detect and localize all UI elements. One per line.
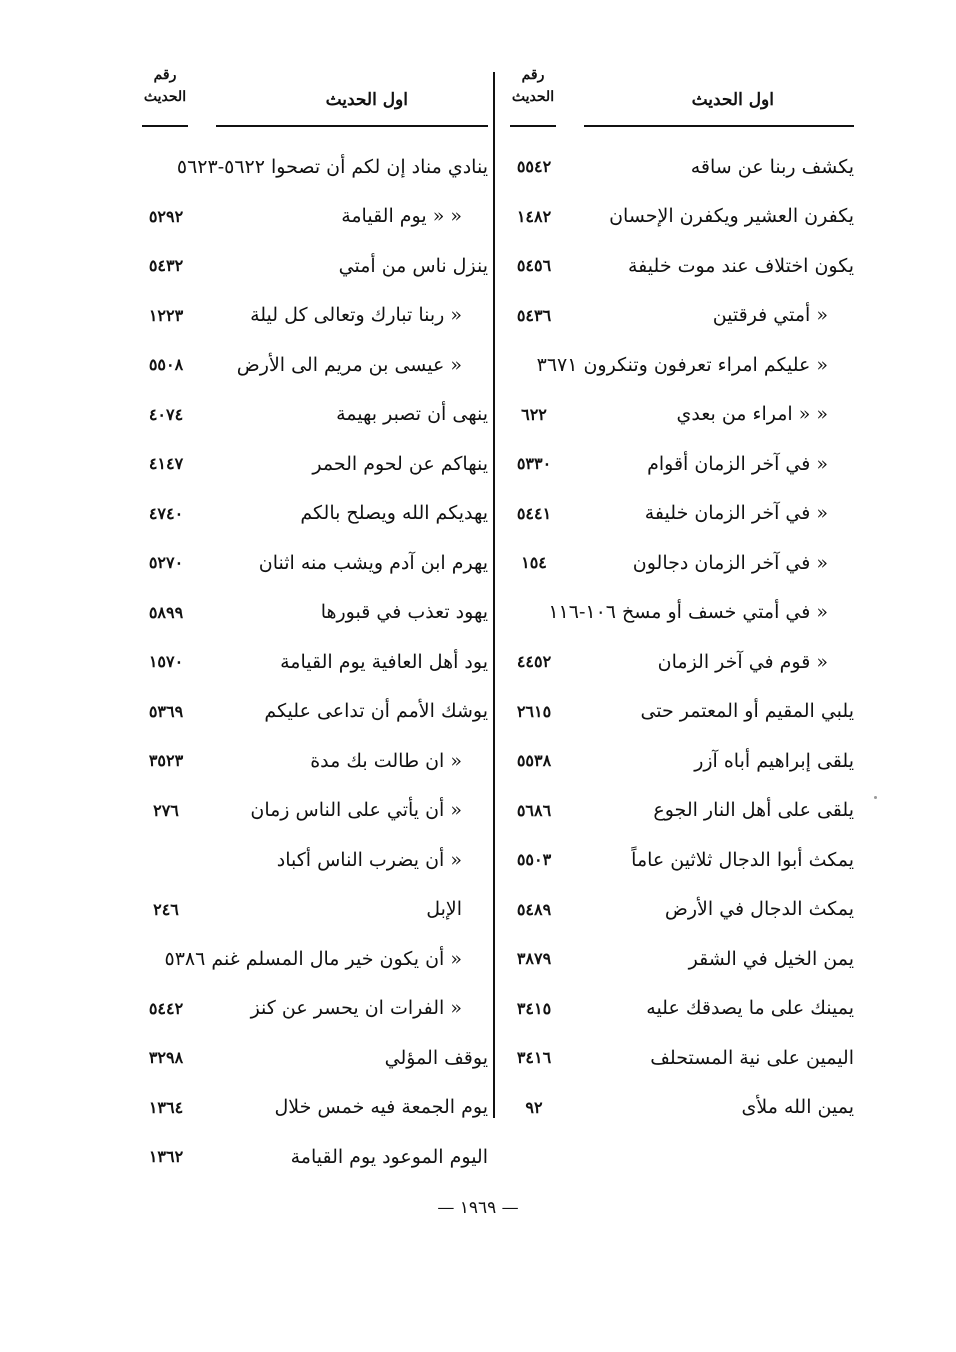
entry-text: يلبي المقيم أو المعتمر حتى — [640, 700, 854, 723]
entry-text: يوقف المؤلي — [384, 1046, 488, 1069]
entry-text: يوشك الأمم أن تداعى عليكم — [264, 700, 488, 723]
index-entry — [136, 340, 488, 390]
entry-text: « قوم في آخر الزمان — [657, 650, 828, 673]
entry-number: ٥٢٩٢ — [148, 206, 184, 226]
entry-number: ٥٣٦٩ — [148, 701, 184, 721]
entry-text: يوم الجمعة فيه خمس خلال — [274, 1096, 488, 1119]
index-entry — [504, 1033, 854, 1083]
index-entry — [136, 489, 488, 539]
entry-text: يمين الله ملأى — [741, 1096, 854, 1119]
entry-text: يهود تعذب في قبورها — [320, 601, 488, 624]
index-entry — [504, 637, 854, 687]
index-entry — [136, 291, 488, 341]
entry-text: يمكث أبوا الدجال ثلاثين عاماً — [631, 848, 854, 871]
index-entry — [136, 1132, 488, 1182]
entry-number: ٣٥٢٣ — [148, 751, 184, 771]
entry-text: يمينك على ما يصدقك عليه — [646, 997, 854, 1020]
index-entry — [504, 291, 854, 341]
entry-text: يكفرن العشير ويكفرن الإحسان — [609, 205, 854, 228]
hadith-beginning-header: اول الحديث — [691, 90, 774, 110]
entry-number: ١٥٧٠ — [148, 652, 184, 672]
right-column — [504, 62, 854, 1132]
entry-number: ٥٤٥٦ — [516, 256, 552, 276]
entry-text: « عليكم امراء تعرفون وتنكرون ٣٦٧١ — [536, 353, 828, 376]
index-entry — [504, 588, 854, 638]
entry-text: يكشف ربنا عن ساقه — [690, 155, 854, 178]
index-entry — [504, 142, 854, 192]
left-column — [136, 62, 488, 1182]
entry-number: ٥٢٧٠ — [148, 553, 184, 573]
entry-number: ٥٥٣٨ — [516, 751, 552, 771]
index-entry — [136, 538, 488, 588]
index-entry — [504, 984, 854, 1034]
entry-text: « « امراء من بعدي — [676, 403, 828, 426]
index-entry — [136, 885, 488, 935]
entry-number: ٣٢٩٨ — [148, 1048, 184, 1068]
entry-text: « أن يكون خير مال المسلم غنم ٥٣٨٦ — [164, 947, 462, 970]
index-entry — [136, 736, 488, 786]
entry-number: ٥٤٨٩ — [516, 899, 552, 919]
index-entry — [504, 192, 854, 242]
scan-speck — [874, 796, 877, 799]
entry-number: ٥٥٠٨ — [148, 355, 184, 375]
entry-text: « أن يأتي على الناس زمان — [250, 799, 462, 822]
left-entries — [136, 142, 488, 1182]
entry-number: ١٢٢٣ — [148, 305, 184, 325]
index-entry — [136, 390, 488, 440]
entry-number: ٢٤٦ — [153, 899, 179, 919]
entry-text: « « يوم القيامة — [341, 205, 462, 228]
entry-number: ١٥٤ — [521, 553, 547, 573]
hadith-beginning-header: اول الحديث — [325, 90, 408, 110]
index-entry — [136, 588, 488, 638]
entry-text: « أمتي فرقتين — [712, 304, 828, 327]
entry-text: « عيسى بن مريم الى الأرض — [236, 353, 462, 376]
entry-text: يود أهل العافية يوم القيامة — [280, 650, 488, 673]
entry-number: ٣٤١٦ — [516, 1048, 552, 1068]
entry-text: ينهاكم عن لحوم الحمر — [312, 452, 488, 475]
entry-number: ٥٣٣٠ — [516, 454, 552, 474]
index-entry — [504, 489, 854, 539]
index-entry — [504, 340, 854, 390]
index-entry — [136, 786, 488, 836]
entry-number: ٥٤٣٦ — [516, 305, 552, 325]
entry-text: « ان طالت بك مدة — [310, 749, 462, 772]
entry-number: ٢٦١٥ — [516, 701, 552, 721]
entry-number: ٥٥٠٣ — [516, 850, 552, 870]
column-divider — [493, 72, 495, 1118]
entry-number: ٦٢٢ — [521, 404, 547, 424]
entry-text: ينزل ناس من أمتي — [338, 254, 488, 277]
right-entries — [504, 142, 854, 1132]
entry-number: ٤١٤٧ — [148, 454, 184, 474]
entry-number: ٥٤٤٢ — [148, 998, 184, 1018]
entry-text: يهرم ابن آدم ويشب منه اثنان — [258, 551, 488, 574]
index-entry — [136, 637, 488, 687]
entry-text: الإبل — [426, 898, 462, 921]
entry-text: اليمين على نية المستحلف — [650, 1046, 854, 1069]
index-entry — [136, 687, 488, 737]
index-entry — [504, 390, 854, 440]
entry-number: ٥٤٣٢ — [148, 256, 184, 276]
entry-text: يهديكم الله ويصلح بالكم — [300, 502, 488, 525]
entry-text: يلقى إبراهيم أباه آزر — [694, 749, 854, 772]
number-header-underline — [510, 125, 556, 127]
entry-text: يلقى على أهل النار الجوع — [653, 799, 854, 822]
index-entry — [136, 241, 488, 291]
page-number: — ١٩٦٩ — — [437, 1198, 519, 1218]
entry-text: يمن الخيل في الشقر — [688, 947, 854, 970]
right-column-header — [504, 62, 854, 126]
entry-number: ٢٧٦ — [153, 800, 179, 820]
entry-number: ٤٧٤٠ — [148, 503, 184, 523]
hadith-number-header — [506, 64, 560, 108]
index-entry — [504, 885, 854, 935]
entry-number: ١٣٦٢ — [148, 1147, 184, 1167]
index-entry — [504, 241, 854, 291]
left-column-header — [136, 62, 488, 126]
header-underline — [584, 125, 854, 127]
entry-text: « ربنا تبارك وتعالى كل ليلة — [250, 304, 462, 327]
index-entry — [136, 439, 488, 489]
hadith-number-header-line1: رقم — [153, 67, 177, 83]
index-entry — [136, 142, 488, 192]
entry-text: اليوم الموعود يوم القيامة — [290, 1145, 488, 1168]
index-entry — [504, 1083, 854, 1133]
index-entry — [136, 1083, 488, 1133]
index-entry — [504, 736, 854, 786]
entry-text: ينادي مناد إن لكم أن تصحوا ٥٦٢٢-٥٦٢٣ — [176, 155, 488, 178]
entry-number: ٣٨٧٩ — [516, 949, 552, 969]
index-entry — [504, 538, 854, 588]
entry-text: « الفرات ان يحسر عن كنز — [250, 997, 462, 1020]
index-entry — [504, 934, 854, 984]
entry-number: ٤٠٧٤ — [148, 404, 184, 424]
hadith-number-header-line2: الحديث — [511, 89, 555, 105]
index-entry — [136, 1033, 488, 1083]
entry-number: ٥٨٩٩ — [148, 602, 184, 622]
entry-number: ٥٦٨٦ — [516, 800, 552, 820]
index-entry — [504, 786, 854, 836]
entry-number: ١٤٨٢ — [516, 206, 552, 226]
hadith-number-header — [138, 64, 192, 108]
entry-text: « في آخر الزمان خليفة — [644, 502, 828, 525]
number-header-underline — [142, 125, 188, 127]
index-entry — [504, 835, 854, 885]
hadith-number-header-line1: رقم — [521, 67, 545, 83]
entry-number: ٩٢ — [525, 1097, 543, 1117]
entry-text: « أن يضرب الناس أكباد — [276, 848, 462, 871]
index-entry — [136, 984, 488, 1034]
entry-number: ٥٥٤٢ — [516, 157, 552, 177]
entry-number: ١٣٦٤ — [148, 1097, 184, 1117]
entry-text: « في آخر الزمان أقوام — [647, 452, 828, 475]
index-entry — [136, 192, 488, 242]
entry-text: يكون اختلاف عند موت خليفة — [628, 254, 854, 277]
hadith-number-header-line2: الحديث — [143, 89, 187, 105]
entry-text: « في أمتي خسف أو مسخ ١٠٦-١١٦ — [548, 601, 828, 624]
index-entry — [504, 439, 854, 489]
entry-text: ينهى أن تصبر بهيمة — [336, 403, 488, 426]
index-entry — [504, 687, 854, 737]
entry-number: ٥٤٤١ — [516, 503, 552, 523]
index-entry — [136, 835, 488, 885]
entry-text: « في آخر الزمان دجالون — [632, 551, 828, 574]
index-entry — [136, 934, 488, 984]
entry-number: ٤٤٥٢ — [516, 652, 552, 672]
entry-number: ٣٤١٥ — [516, 998, 552, 1018]
header-underline — [216, 125, 488, 127]
entry-text: يمكث الدجال في الأرض — [664, 898, 854, 921]
